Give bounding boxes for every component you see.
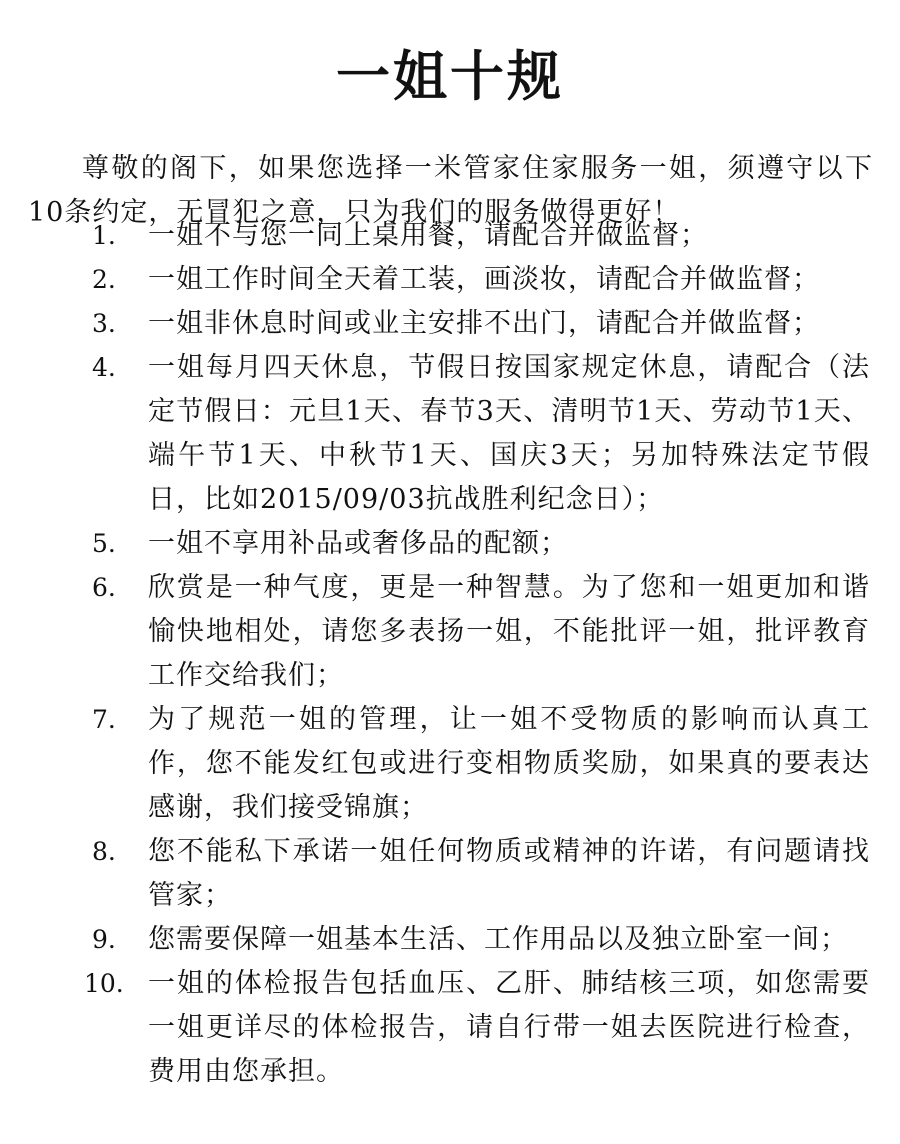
rule-item-2 [0, 258, 900, 302]
rule-item-4 [0, 346, 900, 522]
rule-number: 10. [84, 969, 124, 998]
rule-number: 4. [92, 353, 116, 382]
rule-item-6 [0, 566, 900, 698]
rule-text: 一姐的体检报告包括血压、乙肝、肺结核三项，如您需要一姐更详尽的体检报告，请自行带一姐去医院进行检查，费用由您承担。 [148, 968, 870, 1087]
rule-item-3 [0, 302, 900, 346]
rule-text: 欣赏是一种气度，更是一种智慧。为了您和一姐更加和谐愉快地相处，请您多表扬一姐，不能批评一姐，批评教育工作交给我们； [148, 572, 870, 691]
rules-list [0, 214, 900, 1094]
rule-text: 一姐不享用补品或奢侈品的配额； [148, 528, 568, 559]
rule-item-8 [0, 830, 900, 918]
rule-item-10 [0, 962, 900, 1094]
rule-item-7 [0, 698, 900, 830]
rule-number: 8. [92, 837, 116, 866]
rule-item-5 [0, 522, 900, 566]
rule-number: 9. [92, 925, 116, 954]
rule-number: 3. [92, 309, 116, 338]
rule-text: 一姐每月四天休息，节假日按国家规定休息，请配合（法定节假日：元旦1天、春节3天、清明节1天、劳动节1天、端午节1天、中秋节1天、国庆3天；另加特殊法定节假日，比如2015/09/03抗战胜利纪念日）； [148, 352, 870, 515]
rule-number: 1. [92, 221, 116, 250]
page-title: 一姐十规 [336, 45, 564, 109]
rule-number: 6. [92, 573, 116, 602]
intro-paragraph: 尊敬的阁下，如果您选择一米管家住家服务一姐，须遵守以下10条约定，无冒犯之意，只为我们的服务做得更好！ [28, 153, 873, 228]
rule-text: 您需要保障一姐基本生活、工作用品以及独立卧室一间； [148, 924, 848, 955]
rule-text: 您不能私下承诺一姐任何物质或精神的许诺，有问题请找管家； [148, 836, 870, 911]
rule-text: 一姐非休息时间或业主安排不出门，请配合并做监督； [148, 308, 820, 339]
rule-item-9 [0, 918, 900, 962]
rule-number: 7. [92, 705, 116, 734]
rule-text: 一姐工作时间全天着工装，画淡妆，请配合并做监督； [148, 264, 820, 295]
rule-number: 2. [92, 265, 116, 294]
rule-item-1 [0, 214, 900, 258]
rule-text: 为了规范一姐的管理，让一姐不受物质的影响而认真工作，您不能发红包或进行变相物质奖励，如果真的要表达感谢，我们接受锦旗； [148, 704, 870, 823]
rule-number: 5. [92, 529, 116, 558]
rule-text: 一姐不与您一同上桌用餐，请配合并做监督； [148, 220, 708, 251]
